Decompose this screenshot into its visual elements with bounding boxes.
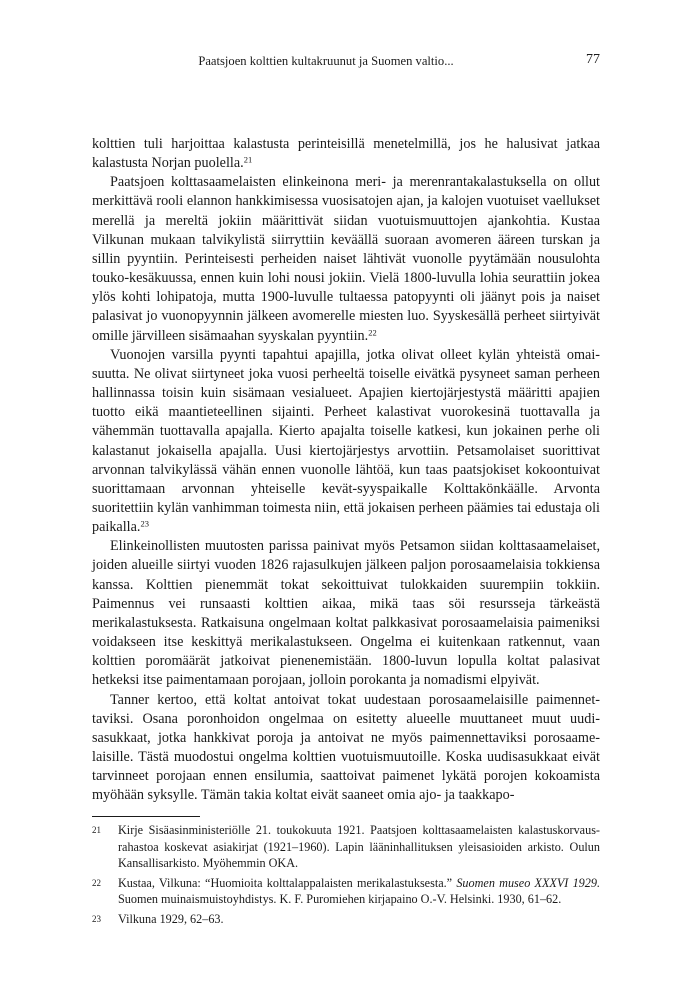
footnote-ref[interactable]: 23: [140, 518, 149, 529]
footnote-ref[interactable]: 22: [368, 326, 377, 337]
paragraph-text: Paatsjoen kolttasaamelaisten elinkeinona meri- ja merenrantakalastuksella on ollut merkittävä rooli elannon hankkimisessa vuosisatojen ajan, ja kalojen vuotuiset vaellukset merellä ja mereltä jokiin määrittivät siidan vuotuismuuttojen ajankohtia. Kustaa Vilkunan mukaan talvikylistä siirryttiin keväällä suoraan avomeren ääreen turskan ja sillin pyyntiin. Perinteisesti perheiden naiset lähtivät vuonolle pyytämään nousulohta touko-kesäkuussa, ennen kuin lohi nousi jokiin. Vielä 1800-luvulla lohia seurattiin jokea ylös kohti lohipatoja, mutta 1900-luvulle tultaessa patopyynti oli jäänyt pois ja naiset palasivat jo vuonopyynnin jälkeen avomerelle miesten luo. Syyskesällä perheet siirtyivät omille järvilleen sisämaahan syyskalan pyyntiin.: [92, 174, 600, 344]
footnote-23: [92, 911, 600, 928]
paragraph-1: [92, 135, 600, 173]
footnote-number: 23: [92, 913, 101, 924]
footnote-divider: [92, 816, 200, 817]
paragraph-2: [92, 173, 600, 345]
paragraph-text: Elinkeinollisten muutosten parissa painivat myös Petsamon siidan kolttasaamelaiset, joiden alueille siirtyi vuoden 1826 rajasulkujen jälkeen paljon porosaamelaisia tokkiensa kanssa. Kolttien pienemmät tokat sekoittuivat tulokkaiden suurempiin tokkiin. Paimennus vei runsaasti kolttien aikaa, mikä taas söi resursseja tärkeästä merikalastuksesta. Ratkaisuna ongelmaan koltat palkkasivat porosaamelaisia paimeniksi voidakseen itse keskittyä merikalastukseen. Ongelma ei kuitenkaan ratkennut, vaan kolttien poromäärät jatkoivat pienenemistään. 1800-luvun lopulla koltat palasivat hetkeksi itse paimentamaan porojaan, jolloin porokanta ja nomadismi elpyivät.: [92, 538, 600, 689]
paragraph-text: Vuonojen varsilla pyynti tapahtui apajilla, jotka olivat olleet kylän yhteistä omaisuutta. Ne olivat siirtyneet joka vuosi perheeltä toiselle eivätkä pysyneet saman perheen hallinnassa toisin kuin sisämaan vesialueet. Apajien kiertojärjestystä määritti apajien tuotto eikä maantieteellinen sijainti. Perheet kalastivat vuorokesinä tuottavalla ja vähemmän tuottavalla apajalla. Kierto apajalta toiselle katkesi, kun jokainen perhe oli kalastanut jokaisella apajalla. Uusi kiertojärjestys arvottiin. Petsamolaiset suorittivat arvonnan talvikylässä vähän ennen vuonolle lähtöä, kun taas paatsjokiset kokoontuivat suorittamaan arvonnan yhteiselle kevät-syyspaikalle Kolttakönkäälle. Arvonta suoritettiin kylän vanhimman toimesta niin, että jokaisen perheen päämies tai edustaja oli paikalla.: [92, 346, 600, 536]
main-text: [92, 135, 600, 805]
running-head: Paatsjoen kolttien kultakruunut ja Suomen valtio...: [198, 54, 454, 68]
footnote-italic-title: Suomen museo XXXVI 1929.: [456, 875, 600, 890]
footnote-text: Kirje Sisäasinministeriölle 21. toukokuuta 1921. Paatsjoen kolttasaamelaisten kalastuskorvaus-rahastoa koskevat asiakirjat (1921–1960). Lapin lääninhallituksen yleisasioiden arkisto. Oulun Kansallisarkisto. Myöhemmin OKA.: [118, 823, 600, 870]
paragraph-text: Tanner kertoo, että koltat antoivat tokat uudestaan porosaamelaisille paimennettaviksi. Osana poronhoidon ongelmaa on esitetty alueelle muuttaneet muut uudisasukkaat, jotka hankkivat poroja ja antoivat ne myös paimennettaviksi porosaamelaisille. Tästä muodostui ongelma kolttien vuotuismuutoille. Koska uudisasukkaat eivät tarvinneet porojaan ennen ensilumia, saattoivat paimenet lykätä porojen kokoamista myöhään syksylle. Tämän takia koltat eivät saaneet omia ajo- ja taakkapo-: [92, 691, 600, 804]
footnote-21: [92, 822, 600, 872]
footnote-number: 21: [92, 825, 101, 835]
footnote-text-continued: Suomen muinaismuistoyhdistys. K. F. Puromiehen kirjapaino O.-V. Helsinki. 1930, 61–62.: [118, 892, 562, 906]
paragraph-5: [92, 691, 600, 806]
footnote-ref[interactable]: 21: [243, 154, 253, 165]
footnote-text: Kustaa, Vilkuna: “Huomioita kolttalappalaisten merikalastuksesta.”: [118, 875, 457, 890]
paragraph-3: [92, 346, 600, 538]
page-number: 77: [586, 52, 600, 67]
paragraph-text: kolttien tuli harjoittaa kalastusta perinteisillä menetelmillä, jos he halusivat jatkaa kalastusta Norjan puolella.: [92, 136, 600, 172]
footnotes: [92, 822, 600, 930]
paragraph-4: [92, 537, 600, 690]
page-header: [92, 52, 600, 72]
footnote-text: Vilkuna 1929, 62–63.: [118, 911, 224, 926]
footnote-22: [92, 875, 600, 908]
footnote-number: 22: [92, 877, 101, 888]
